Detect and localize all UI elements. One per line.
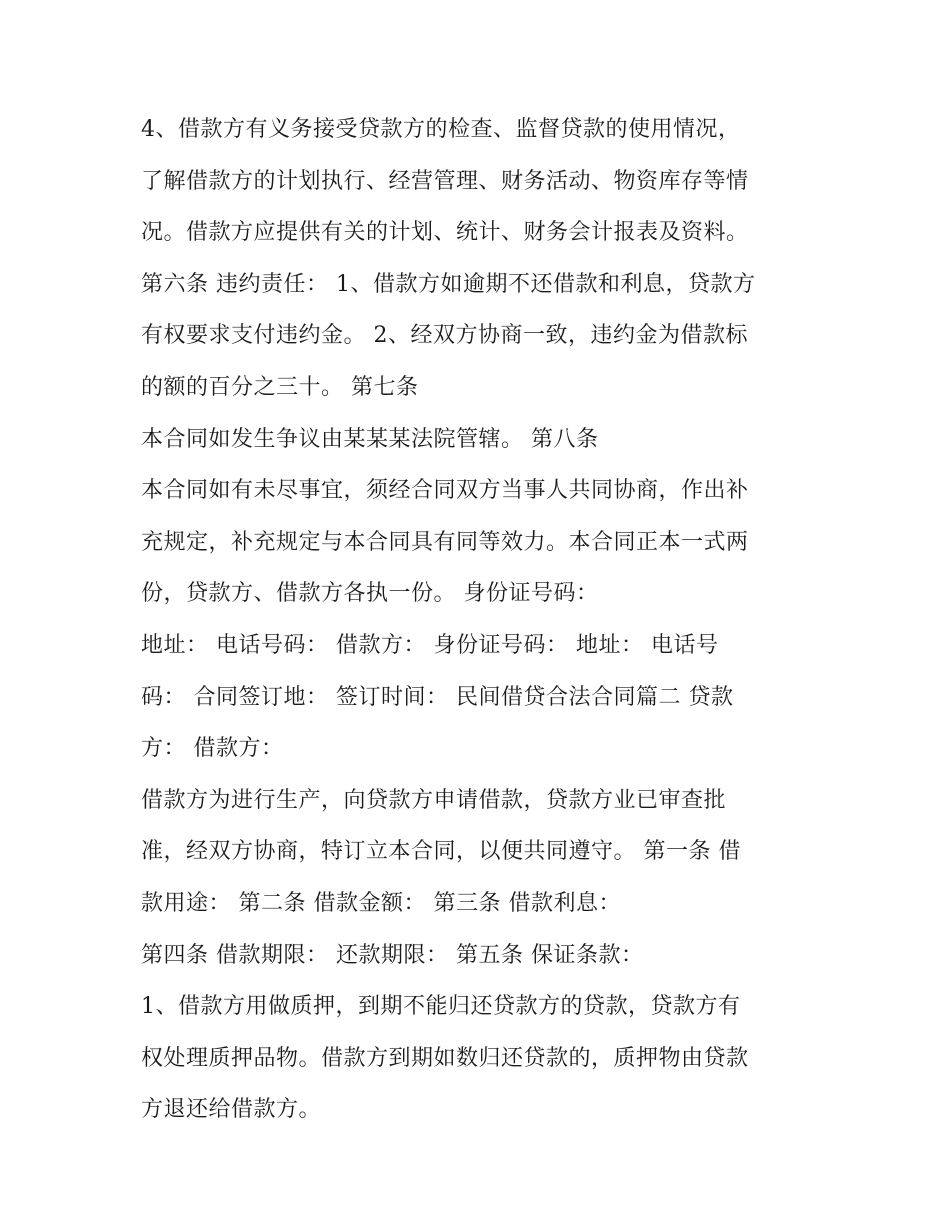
text-line: 方退还给借款方。 xyxy=(141,1097,322,1123)
text-line: 份，贷款方、借款方各执一份。 身份证号码： xyxy=(141,581,599,607)
text-line: 地址： 电话号码： 借款方： 身份证号码： 地址： 电话号 xyxy=(141,632,719,658)
contract-text-body xyxy=(141,108,821,1140)
text-line: 本合同如有未尽事宜，须经合同双方当事人共同协商，作出补 xyxy=(141,478,749,504)
text-line: 充规定，补充规定与本合同具有同等效力。本合同正本一式两 xyxy=(141,529,749,555)
text-line: 本合同如发生争议由某某某法院管辖。 第八条 xyxy=(141,426,599,452)
text-line: 4、借款方有义务接受贷款方的检查、监督贷款的使用情况， xyxy=(141,117,741,142)
text-line: 码： 合同签订地： 签订时间： 民间借贷合法合同篇二 贷款 xyxy=(141,684,734,710)
text-line: 借款方为进行生产，向贷款方申请借款，贷款方业已审查批 xyxy=(141,787,727,813)
text-line: 了解借款方的计划执行、经营管理、财务活动、物资库存等情 xyxy=(141,168,749,194)
text-line: 第六条 违约责任： 1、借款方如逾期不还借款和利息，贷款方 xyxy=(141,271,756,297)
text-line: 况。借款方应提供有关的计划、统计、财务会计报表及资料。 xyxy=(141,220,749,246)
text-line: 方： 借款方： xyxy=(141,736,284,762)
text-line: 款用途： 第二条 借款金额： 第三条 借款利息： xyxy=(141,890,621,916)
text-line: 第四条 借款期限： 还款期限： 第五条 保证条款： xyxy=(141,942,644,968)
text-line: 的额的百分之三十。 第七条 xyxy=(141,374,419,400)
text-line: 准，经双方协商，特订立本合同，以便共同遵守。 第一条 借 xyxy=(141,839,741,865)
text-line: 有权要求支付违约金。 2、经双方协商一致，违约金为借款标 xyxy=(141,323,748,349)
text-line: 权处理质押品物。借款方到期如数归还贷款的，质押物由贷款 xyxy=(141,1045,749,1071)
text-line: 1、借款方用做质押，到期不能归还贷款方的贷款，贷款方有 xyxy=(141,994,741,1020)
